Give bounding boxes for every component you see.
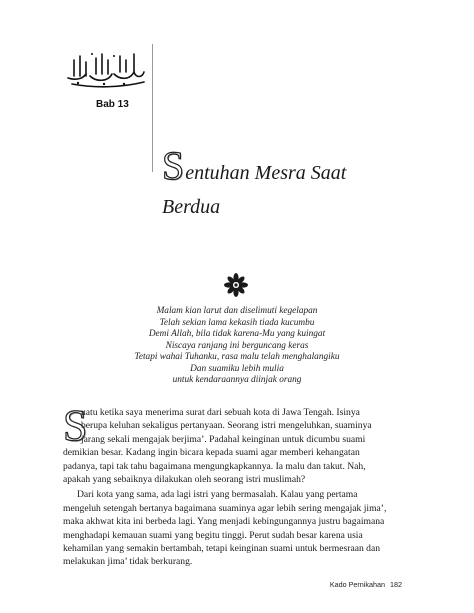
paragraph-1 [63,401,407,486]
text-line: demikian besar. Kadang ingin bicara kepada suami agar memberi kehangatan [63,447,360,459]
poem-line: Malam kian larut dan diselimuti kegelapan [156,306,318,316]
body-text [63,401,407,569]
title-line-1-text: entuhan Mesra Saat [185,162,347,184]
poem-line: Demi Allah, bila tidak karena-Mu yang kuingat [148,329,326,339]
chapter-label: Bab 13 [96,99,129,110]
text-line: apakah yang sebaiknya dilakukan oleh seorang istri muslimah? [63,474,306,486]
title-line-2: Berdua [162,196,221,218]
text-line: padanya, tapi tak tahu bagaimana mengungkapkannya. Ia malu dan takut. Nah, [63,460,366,472]
poem [0,306,474,387]
page-footer [0,580,402,589]
title-initial: S [162,143,185,188]
bismillah-calligraphy-icon [64,50,148,90]
poem-line: Telah sekian lama kekasih tiada kucumbu [159,317,315,328]
title-line-1 [162,143,452,188]
page-number: 182 [390,580,402,589]
poem-line: Dan suamiku lebih mulia [190,363,284,374]
poem-line: untuk kendaraannya diinjak orang [172,375,302,385]
chapter-title [162,143,452,218]
footer-book-title: Kado Pernikahan [329,580,385,589]
poem-line: Tetapi wahai Tuhanku, rasa malu telah menghalangiku [134,352,340,362]
poem-line: Niscaya ranjang ini berguncang keras [165,340,309,351]
text-line: uatu ketika saya menerima surat dari sebuah kota di Jawa Tengah. Isinya [81,407,360,418]
divider-line [152,44,153,172]
text-line: melakukan jima’ tidak berkurang. [63,556,193,568]
text-line: maka akhwat kita ini berbeda lagi. Yang menjadi kebingungannya justru bagaimana [63,516,385,528]
text-line: berupa keluhan sekaligus pertanyaan. Seorang istri mengeluhkan, suaminya [81,420,372,432]
text-line: Dari kota yang sama, ada lagi istri yang bermasalah. Kalau yang pertama [77,489,358,501]
text-line: menghadapi kemauan suami yang begitu tinggi. Perut sudah besar karena usia [63,529,363,541]
drop-cap: S [63,401,88,450]
text-line: mengeluh setengah bertanya bagaimana suaminya agar lebih sering mengajak jima’, [63,502,387,514]
paragraph-2 [63,488,407,568]
text-line: kehamilan yang semakin bertambah, tetapi keinginan suami untuk bermesraan dan [63,543,381,555]
flower-ornament-icon [224,273,248,297]
text-line: jarang sekali mengajak berjima’. Padahal keinginan untuk dicumbu suami [81,433,366,445]
